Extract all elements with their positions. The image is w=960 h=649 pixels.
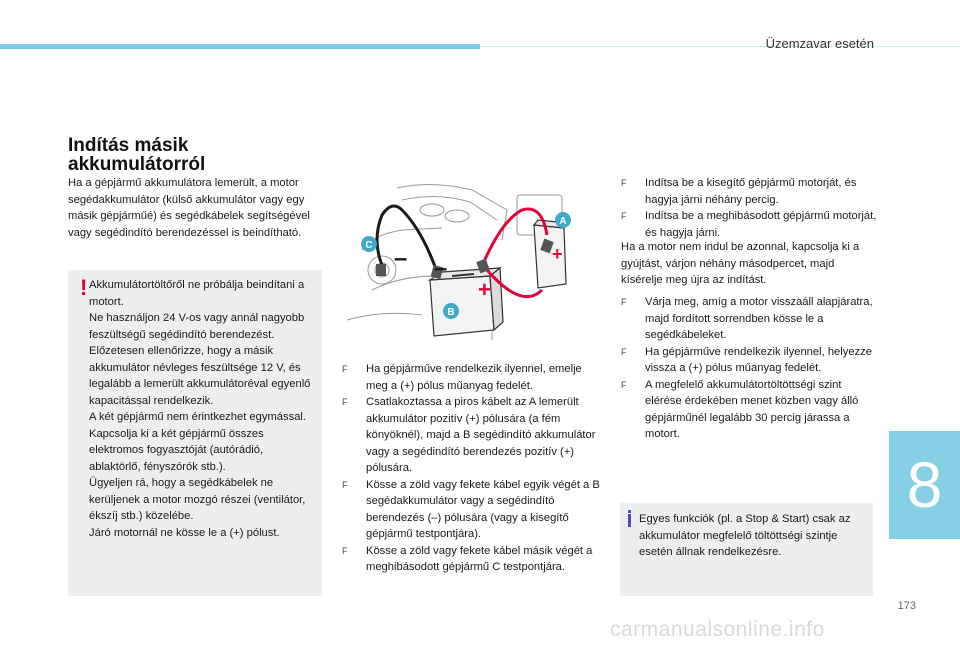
list-item: F Kösse a zöld vagy fekete kábel egyik végét a B segédakkumulátor vagy a segédindító berendezés (–) pólusára (vagy a kisegítő gépjármű testpontjára). [342,478,600,540]
page-title-line1: Indítás másik [68,135,189,156]
info-text: Egyes funkciók (pl. a Stop & Start) csak az akkumulátor megfelelő töltöttségi szintje esetén állnak rendelkezésre. [639,513,851,558]
list-item: F Várja meg, amíg a motor visszaáll alapjáratra, majd fordított sorrendben kösse le a segédkábeleket. [621,296,873,341]
jump-start-illustration [342,180,575,348]
jump-start-steps [342,361,604,576]
retry-paragraph: Ha a motor nem indul be azonnal, kapcsolja ki a gyújtást, várjon néhány másodpercet, majd kísérelje meg újra az indítást. [621,241,860,286]
page-title-line2: akkumulátorról [68,154,206,175]
bullet-icon: F [621,297,627,307]
plus-sign: + [552,244,563,264]
list-item: F Indítsa be a kisegítő gépjármű motorját, és hagyja járni néhány percig. [621,177,857,206]
label-c: C [365,240,373,251]
warning-paragraph: Ne használjon 24 V-os vagy annál nagyobb feszültségű segédindító berendezést. [89,312,305,341]
disconnect-steps [621,294,877,443]
watermark: carmanualsonline.info [610,618,825,641]
section-title: Üzemzavar esetén [765,36,874,51]
warning-paragraph: A két gépjármű nem érintkezhet egymással. [89,411,307,423]
list-item: F A megfelelő akkumulátortöltöttségi szint elérése érdekében menet közben vagy álló gépjárműnél legalább 30 percig járassa a motort. [621,378,859,440]
label-a: A [559,216,567,227]
warning-text [89,277,315,541]
minus-sign: – [434,255,448,282]
minus-sign: – [394,245,408,272]
intro-paragraph: Ha a gépjármű akkumulátora lemerült, a motor segédakkumulátor (külső akkumulátor vagy egy másik gépjárműé) és segédkábelek segítségével vagy segédindító berendezéssel is beindítható. [68,177,310,239]
list-item: F Indítsa be a meghibásodott gépjármű motorját, és hagyja járni. [621,210,877,239]
bullet-icon: F [621,178,627,188]
exclamation-icon: ! [80,275,88,300]
list-item: F Ha gépjárműve rendelkezik ilyennel, emelje meg a (+) pólus műanyag fedelét. [342,363,582,392]
bullet-icon: F [621,379,627,390]
chapter-number: 8 [906,449,943,521]
page-number: 173 [897,600,916,612]
warning-paragraph: Akkumulátortöltőről ne próbálja beindítani a motort. [89,279,305,308]
bullet-icon: F [342,479,348,490]
bullet-icon: F [342,397,348,407]
list-item: F Kösse a zöld vagy fekete kábel másik végét a meghibásodott gépjármű C testpontjára. [342,544,593,573]
header-accent-bar [0,44,480,49]
bullet-icon: F [342,545,348,556]
warning-paragraph: Kapcsolja ki a két gépjármű összes elektromos fogyasztóját (autórádió, ablaktörlő, fényszórók stb.). [89,427,264,473]
label-b: B [447,307,455,318]
bullet-icon: F [621,346,627,357]
list-item: F Csatlakoztassa a piros kábelt az A lemerült akkumulátor pozitív (+) pólusára (a fém könyöknél), majd a B segédindító akkumulátor vagy a segédindító berendezés pozitív (+) pólusára. [342,396,596,474]
warning-paragraph: Ügyeljen rá, hogy a segédkábelek ne kerüljenek a motor mozgó részei (ventilátor, ékszíj stb.) közelébe. [89,477,306,522]
bullet-icon: F [342,364,348,374]
warning-paragraph: Előzetesen ellenőrizze, hogy a másik akkumulátor névleges feszültsége 12 V, és legalább a lemerült akkumulátoréval egyenlő kapacitással rendelkezik. [89,345,311,407]
warning-paragraph: Járó motornál ne kösse le a (+) pólust. [89,526,280,539]
bullet-icon: F [621,211,627,221]
plus-sign: + [478,277,491,302]
list-item: F Ha gépjárműve rendelkezik ilyennel, helyezze vissza a (+) pólus műanyag fedelét. [621,345,872,374]
page-title [68,136,205,174]
info-icon-dot-gap [628,513,631,514]
header-divider [480,46,960,47]
start-steps [621,175,877,241]
